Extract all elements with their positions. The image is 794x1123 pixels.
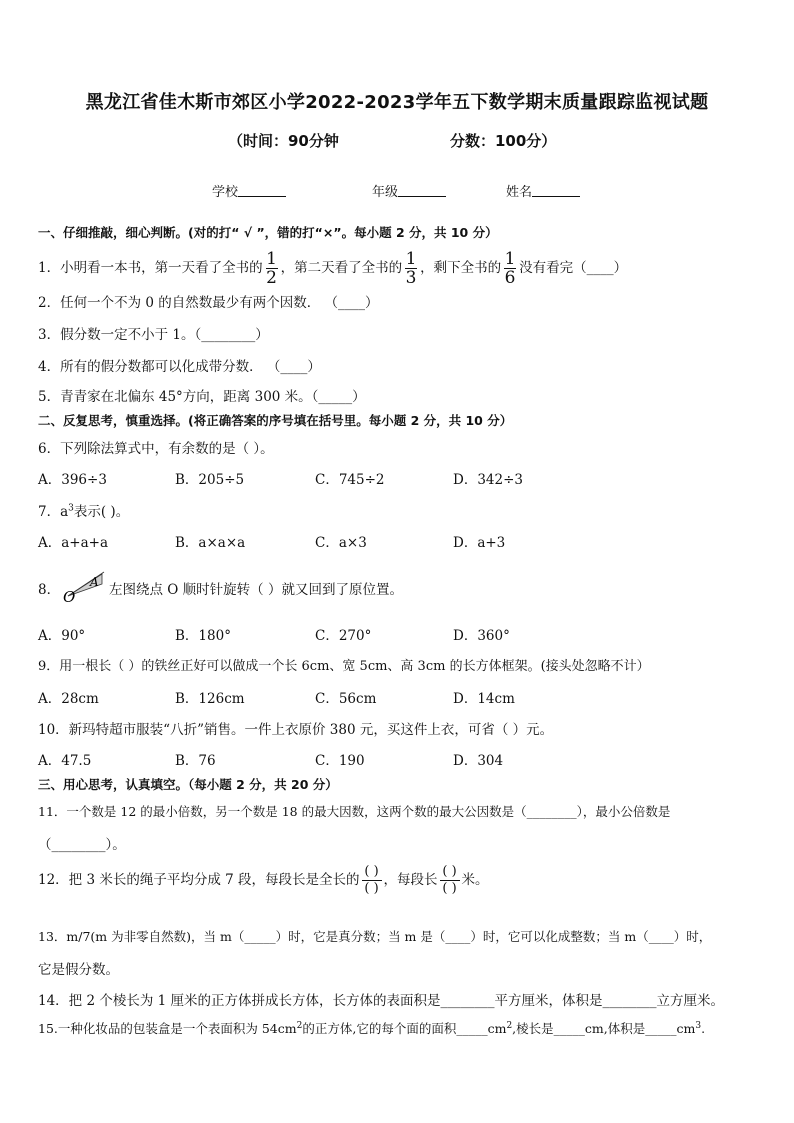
section-2-heading: 二、反复思考，慎重选择。(将正确答案的序号填在括号里。每小题 2 分，共 10 分） [38,413,513,428]
question-8: 左图绕点 O 顺时针旋转（ ）就又回到了原位置。 [109,582,403,598]
q6-option-c[interactable]: C．745÷2 [315,472,385,488]
blank-fraction-1[interactable]: ( ) ( ) [362,864,382,897]
point-o-label: O [63,588,76,604]
q8-option-a[interactable]: A．90° [38,628,86,644]
question-2: 2．任何一个不为 0 的自然数最少有两个因数． （____） [38,295,379,311]
question-8-number: 8． [38,582,61,598]
q7-option-b[interactable]: B．a×a×a [175,535,246,551]
fraction-1-2: $\frac{1}{2}$ [266,249,277,288]
q6-option-b[interactable]: B．205÷5 [175,472,245,488]
exam-score: 分数：100分） [450,132,557,150]
question-13-line-2: 它是假分数。 [38,962,119,978]
q9-option-a[interactable]: A．28cm [38,691,99,707]
question-14: 14．把 2 个棱长为 1 厘米的正方体拼成长方体，长方体的表面积是________平方厘米，体积是________立方厘米。 [38,993,725,1009]
question-15: 15.一种化妆品的包装盒是一个表面积为 $54cm^2$的正方体,它的每个面的面积$\_\_\_\_\_cm^2$,棱长是_____cm,体积是$\_\_\_\_\_cm^3$. [38,1020,706,1036]
section-1-heading: 一、仔细推敲，细心判断。(对的打“ √ ”，错的打“×”。每小题 2 分，共 10 分） [38,225,498,240]
q10-option-b[interactable]: B．76 [175,753,216,769]
question-11-line-2: （________）。 [38,837,126,853]
q7-option-c[interactable]: C．a×3 [315,535,367,551]
question-7: 7．$a^3$表示( )。 [38,503,130,520]
grade-label: 年级 [372,185,399,200]
question-3: 3．假分数一定不小于 1。（________） [38,327,269,343]
question-4: 4．所有的假分数都可以化成带分数． （____） [38,359,321,375]
q6-option-d[interactable]: D．342÷3 [453,472,523,488]
q8-option-b[interactable]: B．180° [175,628,231,644]
name-label: 姓名 [506,185,533,200]
blank-fraction-2[interactable]: ( ) ( ) [440,864,460,897]
q8-option-c[interactable]: C．270° [315,628,372,644]
q10-option-d[interactable]: D．304 [453,753,504,769]
q10-option-a[interactable]: A．47.5 [38,753,92,769]
school-label: 学校 [212,185,239,200]
q8-option-d[interactable]: D．360° [453,628,510,644]
question-11-line-1: 11．一个数是 12 的最小倍数，另一个数是 18 的最大因数，这两个数的最大公因数是（________），最小公倍数是 [38,804,671,819]
section-3-heading: 三、用心思考，认真填空。（每小题 2 分，共 20 分） [38,777,338,792]
grade-blank[interactable] [398,184,446,197]
rotation-figure [60,568,108,604]
grade-field[interactable] [372,181,446,200]
question-5: 5．青青家在北偏东 45°方向，距离 300 米。（_____） [38,389,366,405]
question-1: 1．小明看一本书，第一天看了全书的 $\frac{1}{2}$ ，第二天看了全书的 $\frac{1}{3}$ ，剩下全书的 $\frac{1}{6}$ 没有看完（____） [38,249,628,288]
q9-option-c[interactable]: C．56cm [315,691,377,707]
page-title: 黑龙江省佳木斯市郊区小学2022-2023学年五下数学期末质量跟踪监视试题 [85,92,709,113]
point-a-label: A [90,575,99,589]
school-blank[interactable] [238,184,286,197]
question-9: 9．用一根长（ ）的铁丝正好可以做成一个长 6cm、宽 5cm、高 3cm 的长方体框架。(接头处忽略不计） [38,659,650,674]
fraction-1-6: $\frac{1}{6}$ [504,249,516,288]
q7-option-d[interactable]: D．a+3 [453,535,506,551]
name-blank[interactable] [532,184,580,197]
question-6: 6．下列除法算式中，有余数的是（ ）。 [38,441,274,457]
school-field[interactable] [212,181,286,200]
q10-option-c[interactable]: C．190 [315,753,365,769]
exam-time: （时间：90分钟 [228,132,339,150]
question-10: 10．新玛特超市服装“八折”销售。一件上衣原价 380 元，买这件上衣，可省（ ）元。 [38,722,554,738]
q7-option-a[interactable]: A．a+a+a [38,535,109,551]
question-13-line-1: 13．m/7(m 为非零自然数)，当 m（_____）时，它是真分数；当 m 是（____）时，它可以化成整数；当 m（____）时， [38,929,712,944]
name-field[interactable] [506,181,580,200]
question-12: 12．把 3 米长的绳子平均分成 7 段，每段长是全长的 ( ) ( ) ，每段长 ( ) ( ) 米。 [38,864,489,896]
fraction-1-3: $\frac{1}{3}$ [405,249,417,288]
q6-option-a[interactable]: A．396÷3 [38,472,107,488]
q9-option-b[interactable]: B．126cm [175,691,245,707]
q9-option-d[interactable]: D．14cm [453,691,515,707]
